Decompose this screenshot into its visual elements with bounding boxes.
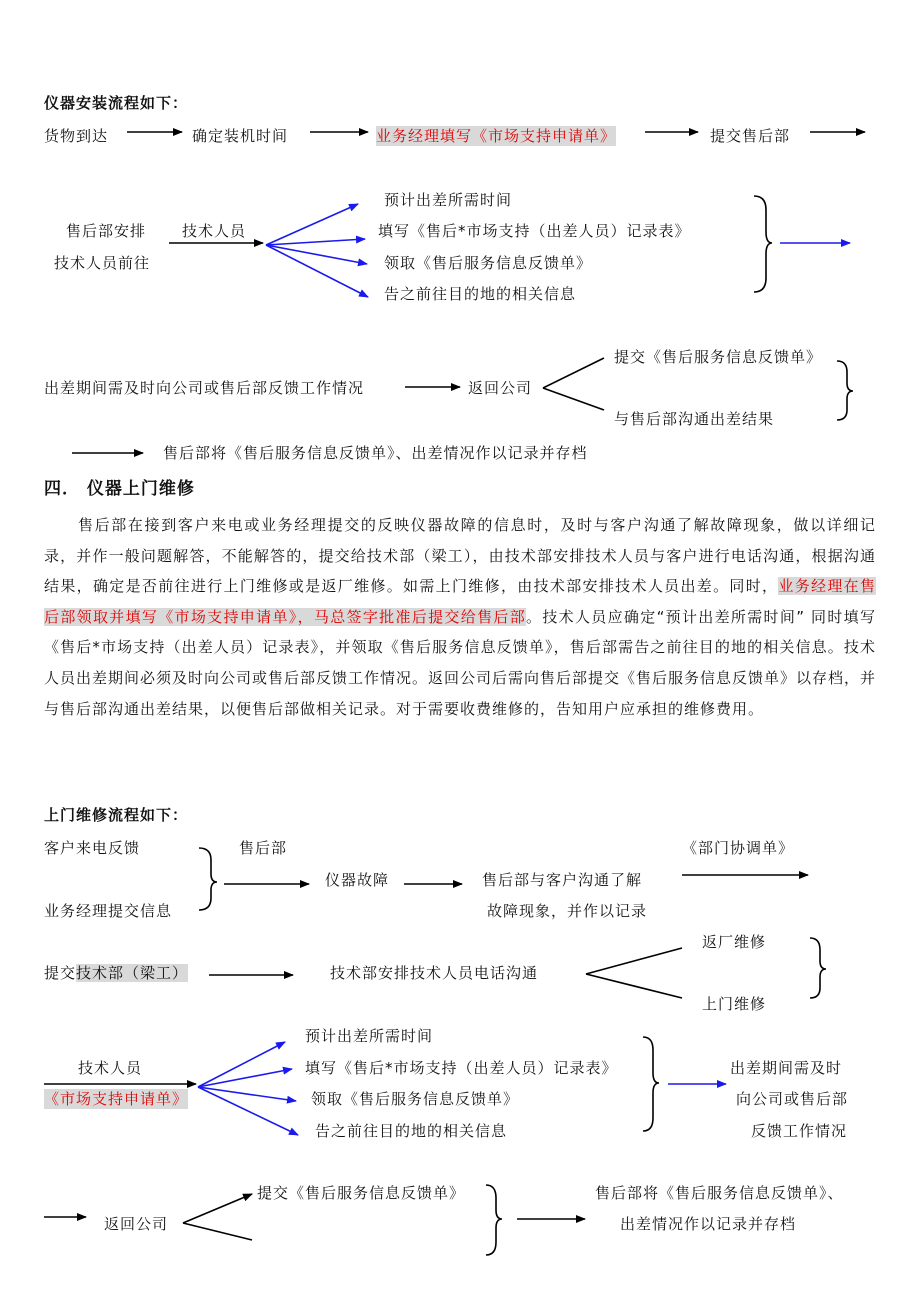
repair-flow-title: 上门维修流程如下：: [44, 806, 189, 824]
tech-staff-label-2: 技术人员: [78, 1059, 143, 1077]
task-destination-info-2: 告之前往目的地的相关信息: [315, 1122, 508, 1140]
section-heading: 四． 仪器上门维修: [44, 479, 195, 499]
customer-call: 客户来电反馈: [44, 839, 141, 857]
submit-feedback-form-2: 提交《售后服务信息反馈单》: [257, 1184, 466, 1202]
task-estimate-time: 预计出差所需时间: [384, 191, 513, 209]
paragraph-highlight: 业务经理在售后部领取并填写《市场支持申请单》，马总签字批准后提交给售后部: [44, 577, 876, 626]
paragraph-text-2: 。技术人员应确定“预计出差所需时间” 同时填写《售后*市场支持（出差人员）记录表》，并领取《售后服务信息反馈单》，售后部需告之前往目的地的相关信息。技术人员出差期间必须及时向公司或售后部反馈工作情况。返回公司后需向售后部提交《售后服务信息反馈单》以存档，并与售后部沟通出差结果，以便售后部做相关记录。对于需要收费维修的，告知用户应承担的维修费用。: [44, 607, 877, 718]
task-get-feedback-form-2: 领取《售后服务信息反馈单》: [311, 1090, 520, 1108]
communicate-results: 与售后部沟通出差结果: [614, 410, 775, 428]
step-goods-arrive: 货物到达: [44, 127, 109, 145]
install-flow-title: 仪器安装流程如下：: [44, 94, 189, 112]
dept-coordination-form: 《部门协调单》: [682, 839, 795, 857]
task-fill-record-2: 填写《售后*市场支持（出差人员）记录表》: [305, 1059, 618, 1077]
feedback-during-trip: 出差期间需及时向公司或售后部反馈工作情况: [44, 379, 365, 397]
submit-feedback-form: 提交《售后服务信息反馈单》: [614, 348, 823, 366]
feedback-line-3: 反馈工作情况: [751, 1122, 848, 1140]
submit-to-tech: [44, 963, 188, 983]
body-paragraph: [44, 510, 876, 724]
archive-line-2: 出差情况作以记录并存档: [620, 1215, 797, 1233]
onsite-repair: 上门维修: [702, 995, 767, 1013]
communicate-customer-2: 故障现象，并作以记录: [487, 902, 648, 920]
archive-line-1: 售后部将《售后服务信息反馈单》、: [595, 1184, 844, 1202]
return-company: 返回公司: [468, 379, 533, 397]
feedback-line-2: 向公司或售后部: [736, 1090, 849, 1108]
tech-staff-go: 技术人员前往: [54, 254, 151, 272]
task-destination-info: 告之前往目的地的相关信息: [384, 285, 577, 303]
task-fill-record: 填写《售后*市场支持（出差人员）记录表》: [378, 222, 691, 240]
tech-arrange-call: 技术部安排技术人员电话沟通: [330, 964, 539, 982]
step-manager-fill-form: 业务经理填写《市场支持申请单》: [376, 127, 617, 145]
return-company-2: 返回公司: [104, 1215, 169, 1233]
return-to-factory: 返厂维修: [702, 933, 767, 951]
market-support-form: 《市场支持申请单》: [44, 1090, 189, 1108]
archive-records: 售后部将《售后服务信息反馈单》、出差情况作以记录并存档: [163, 444, 588, 462]
step-submit-after-sales: 提交售后部: [710, 127, 791, 145]
manager-submit-info: 业务经理提交信息: [44, 902, 173, 920]
step-confirm-install-time: 确定装机时间: [192, 127, 289, 145]
task-estimate-time-2: 预计出差所需时间: [305, 1027, 434, 1045]
communicate-customer-1: 售后部与客户沟通了解: [482, 871, 643, 889]
tech-dept-highlight: 技术部（梁工）: [76, 964, 189, 982]
paragraph-text-1: 售后部在接到客户来电或业务经理提交的反映仪器故障的信息时，及时与客户沟通了解故障现象，做以详细记录，并作一般问题解答，不能解答的，提交给技术部（梁工），由技术部安排技术人员与客户进行电话沟通，根据沟通结果，确定是否前往进行上门维修或是返厂维修。如需上门维修，由技术部安排技术人员出差。同时，: [44, 516, 876, 596]
after-sales-dept: 售后部: [239, 839, 288, 857]
tech-staff-label: 技术人员: [182, 222, 247, 240]
task-get-feedback-form: 领取《售后服务信息反馈单》: [384, 254, 593, 272]
submit-prefix: 提交: [44, 964, 77, 982]
after-sales-arrange: 售后部安排: [66, 222, 147, 240]
instrument-fault: 仪器故障: [325, 871, 390, 889]
feedback-line-1: 出差期间需及时: [730, 1059, 843, 1077]
